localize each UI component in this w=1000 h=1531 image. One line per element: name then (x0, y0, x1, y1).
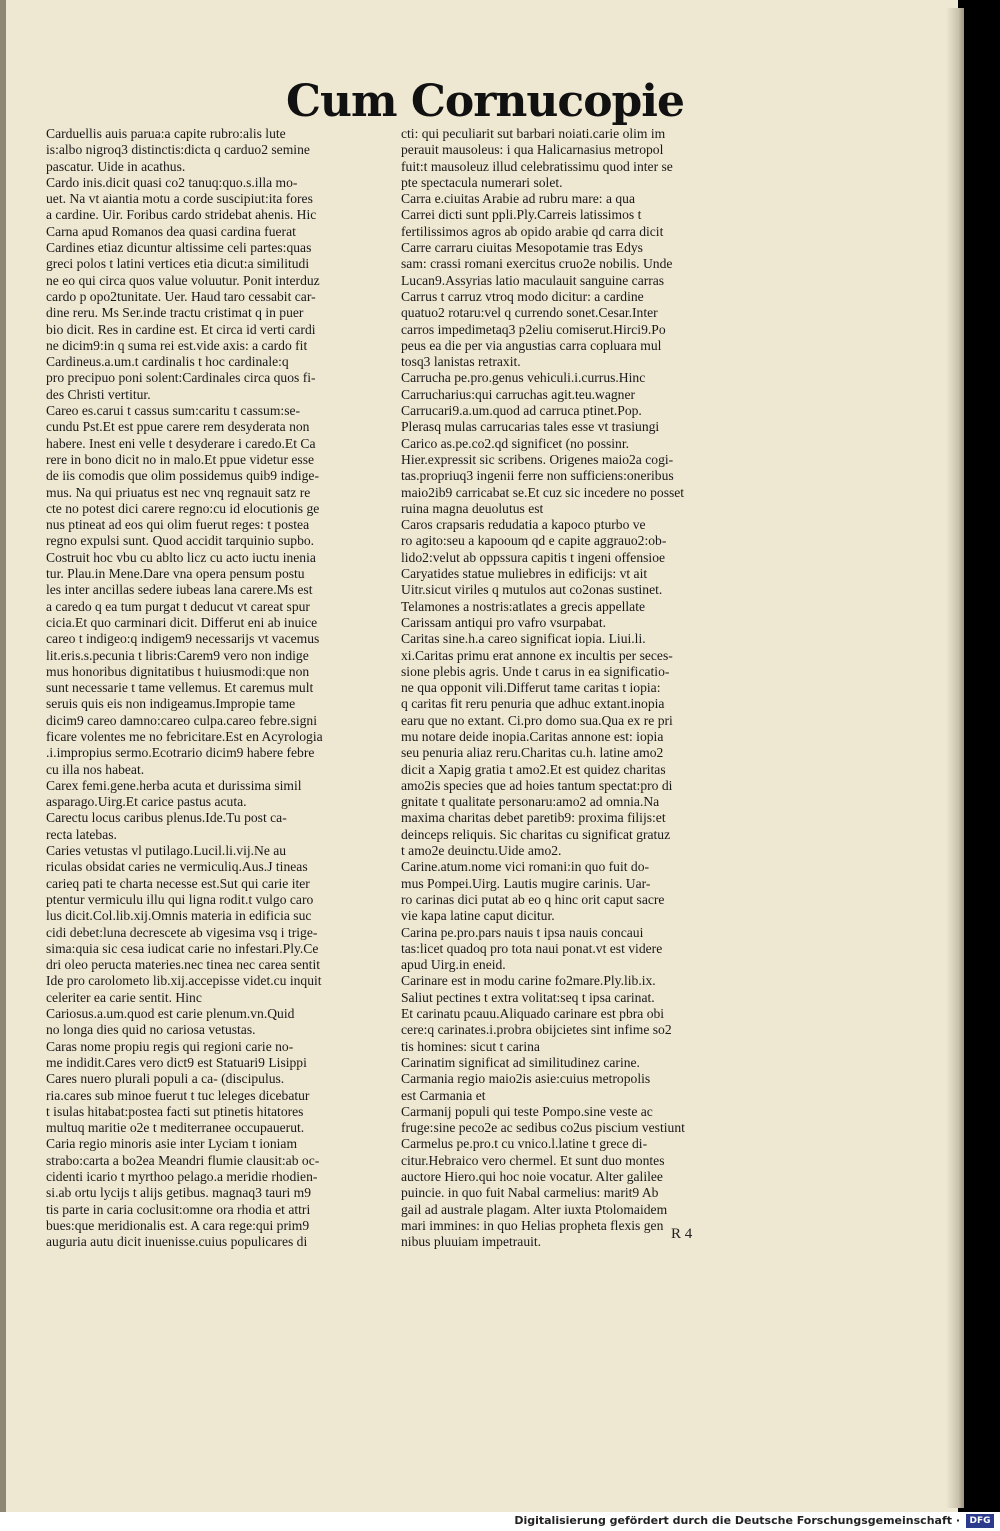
text-line: maxima charitas debet paretib9: proxima filijs:et (401, 810, 666, 826)
text-line: sam: crassi romani exercitus cruo2e nobilis. Unde (401, 256, 673, 272)
text-line: Carrei dicti sunt ppli.Ply.Carreis latissimos t (401, 207, 642, 223)
text-line: mus Pompei.Uirg. Lautis mugire carinis. Uar- (401, 875, 651, 891)
text-line: regno expulsi sunt. Quod accidit tarquinio supbo. (46, 533, 315, 549)
text-line: uet. Na vt aiantia motu a corde suscipiut:ita fores (46, 191, 313, 207)
signature-mark: R 4 (671, 1226, 693, 1242)
text-line: cundu Pst.Et est ppue carere rem desyderata non (46, 419, 310, 435)
text-line: apud Uirg.in eneid. (401, 957, 506, 973)
text-line: ficare volentes me no febricitare.Est en Acyrologia (46, 728, 323, 744)
text-line: ruina magna deuolutus est (401, 500, 544, 516)
text-line: cidenti icario t myrthoo pelago.a meridie rhodien- (46, 1169, 318, 1184)
text-line: dine reru. Ms Ser.inde tractu cristimat q in puer (46, 305, 304, 321)
text-line: ne qua opponit vili.Differut tame caritas t iopia: (401, 680, 661, 696)
text-line: tosq3 lanistas retraxit. (401, 354, 521, 370)
text-line: tas.propriuq3 ingenii ferre non sufficiens:oneribus (401, 468, 674, 484)
text-line: carros impedimetaq3 p2eliu comiserut.Hirci9.Po (401, 321, 666, 337)
text-line: celeriter ea carie sentit. Hinc (46, 989, 202, 1005)
text-line: ptentur vermiculu illu qui ligna rodit.t vulgo caro (46, 891, 314, 907)
text-line: Carmania regio maio2is asie:cuius metropolis (401, 1071, 651, 1087)
text-line: strabo:carta a bo2ea Meandri flumie clausit:ab oc- (46, 1152, 320, 1168)
text-line: Carinatim significat ad similitudinez carine. (401, 1054, 640, 1070)
text-line: Carmanij populi qui teste Pompo.sine veste ac (401, 1103, 653, 1119)
text-line: de iis comodis que olim possidemus quib9 indige- (46, 468, 319, 484)
text-line: ne eo qui circa quos value voluutur. Ponit interduz (46, 272, 320, 288)
text-line: Carduellis auis parua:a capite rubro:alis lute (46, 126, 286, 141)
text-line: Careo es.carui t cassus sum:caritu t cassum:se- (46, 403, 301, 419)
text-line: Carra e.ciuitas Arabie ad rubru mare: a qua (401, 191, 636, 207)
text-line: cu illa nos habeat. (46, 761, 145, 777)
text-line: tis homines: sicut t carina (401, 1038, 540, 1054)
text-line: me indidit.Cares vero dict9 est Statuari9 Lisippi (46, 1054, 307, 1070)
text-line: Caryatides statue muliebres in edificijs: vt ait (401, 566, 648, 582)
text-line: habere. Inest eni velle t desyderare i caredo.Et Ca (46, 435, 316, 451)
text-line: sione plebis agris. Unde t carus in ea significatio- (401, 663, 670, 679)
text-line: nus ptineat ad eos qui olim fuerut reges: t postea (46, 517, 310, 533)
text-line: a caredo q ea tum purgat t deducut vt careat spur (46, 598, 310, 614)
text-line: Saliut pectines t extra volitat:seq t ipsa carinat. (401, 989, 655, 1005)
text-line: Carico as.pe.co2.qd significet (no possinr. (401, 435, 630, 451)
text-line: cicia.Et quo carminari dicit. Differut eni ab inuice (46, 614, 318, 630)
text-line: Cariosus.a.um.quod est carie plenum.vn.Quid (46, 1006, 295, 1022)
text-line: sima:quia sic cesa iudicat carie no infestari.Ply.Ce (46, 940, 319, 956)
text-line: Caritas sine.h.a careo significat iopia. Liui.li. (401, 631, 646, 647)
text-line: Carissam antiqui pro vafro vsurpabat. (401, 614, 606, 630)
text-line: Cardines etiaz dicuntur altissime celi partes:quas (46, 240, 312, 256)
text-line: .i.impropius sermo.Ecotrario dicim9 habere febre (46, 745, 315, 761)
text-line: xi.Caritas primu erat annone ex incultis per seces- (401, 647, 673, 663)
text-line: peus ea die per via angustias carra copluara mul (401, 337, 662, 353)
funding-credit: Digitalisierung gefördert durch die Deutsche Forschungsgemeinschaft · (514, 1514, 960, 1527)
text-line: pte spectacula numerari solet. (401, 174, 563, 190)
text-line: ro agito:seu a kapooum qd e capite aggrauo2:ob- (401, 533, 667, 549)
text-line: seruis quis eis non indigeamus.Impropie tame (46, 696, 296, 712)
text-line: Carrucari9.a.um.quod ad carruca ptinet.Pop. (401, 403, 642, 419)
text-line: amo2is species que ad hoies tantum spectat:pro di (401, 777, 673, 793)
text-line: Carrucha pe.pro.genus vehiculi.i.currus.Hinc (401, 370, 646, 386)
text-line: fruge:sine peco2e ac sedibus co2us piscium vestiunt (401, 1120, 685, 1136)
text-line: asparago.Uirg.Et carice pastus acuta. (46, 794, 247, 810)
text-line: Ide pro carolometo lib.xij.accepisse videt.cu inquit (46, 973, 322, 989)
text-line: vie kapa latine caput dicitur. (401, 908, 555, 924)
text-line: Hier.expressit sic scribens. Origenes maio2a cogi- (401, 451, 674, 467)
text-line: gnitate t qualitate personaru:amo2 ad omnia.Na (401, 794, 660, 810)
text-line: Cardo inis.dicit quasi co2 tanuq:quo.s.illa mo- (46, 174, 298, 190)
text-line: cardo p opo2tunitate. Uer. Haud taro cessabit car- (46, 288, 316, 304)
text-line: Carrus t carruz vtroq modo dicitur: a cardine (401, 288, 644, 304)
text-line: les inter ancillas sedere iubeas lana carere.Ms est (46, 582, 313, 598)
text-line: Carmelus pe.pro.t cu vnico.l.latine t grece di- (401, 1136, 648, 1152)
text-line: lus dicit.Col.lib.xij.Omnis materia in edificia suc (46, 908, 312, 924)
text-line: tur. Plau.in Mene.Dare vna opera pensum postu (46, 566, 305, 582)
text-line: Plerasq mulas carrucarias tales esse vt trasiungi (401, 419, 660, 435)
text-line: est Carmania et (401, 1087, 486, 1103)
text-line: ria.cares sub minoe fuerut t tuc leleges dicebatur (46, 1087, 310, 1103)
text-line: Carinare est in modu carine fo2mare.Ply.lib.ix. (401, 973, 656, 989)
text-line: Caras nome propiu regis qui regioni carie no- (46, 1038, 294, 1054)
text-line: Et carinatu pcauu.Aliquado carinare est pbra obi (401, 1006, 665, 1022)
text-line: nibus pluuiam impetrauit. (401, 1234, 542, 1250)
text-line: Carex femi.gene.herba acuta et durissima simil (46, 777, 302, 793)
text-line: Caros crapsaris redudatia a kapoco pturbo ve (401, 517, 646, 533)
text-line: pascatur. Uide in acathus. (46, 158, 186, 174)
text-line: dicit a Xapig gratia t amo2.Et est quidez charitas (401, 761, 666, 777)
text-column-left (46, 126, 386, 1250)
text-line: earu que no extant. Ci.pro domo sua.Qua ex re pri (401, 712, 673, 728)
text-line: a cardine. Uir. Foribus cardo stridebat ahenis. Hic (46, 207, 317, 223)
text-line: Uitr.sicut viriles q mutulos aut co2onas sustinet. (401, 582, 663, 598)
text-line: si.ab ortu lycijs t alijs getibus. magnaq3 tauri m9 (46, 1185, 312, 1201)
text-line: multuq maritie o2e t mediterranee occupauerut. (46, 1120, 305, 1136)
text-line: fuit:t mausoleuz illud celebratissimu quod inter se (401, 158, 673, 174)
text-line: t isulas hitabat:postea facti sut ptinetis hitatores (46, 1103, 304, 1119)
text-line: quatuo2 rotaru:vel q currendo sonet.Cesar.Inter (401, 305, 658, 321)
text-line: bues:que meridionalis est. A cara rege:qui prim9 (46, 1217, 310, 1233)
text-line: t amo2e deuinctu.Uide amo2. (401, 843, 562, 859)
text-line: Cares nuero plurali populi a ca- (discipulus. (46, 1071, 285, 1087)
text-line: Carine.atum.nome vici romani:in quo fuit do- (401, 859, 650, 875)
text-line: Carna apud Romanos dea quasi cardina fuerat (46, 223, 296, 239)
text-line: Caries vetustas vl putilago.Lucil.li.vij.Ne au (46, 843, 287, 859)
text-line: cidi debet:luna decrescete ab vigesima vsq i trige- (46, 924, 318, 940)
text-line: perauit mausoleus: i qua Halicarnasius metropol (401, 142, 664, 158)
text-line: no longa dies quid no cariosa vetustas. (46, 1022, 256, 1038)
text-line: dri oleo peructa materies.nec tinea nec carea sentit (46, 957, 320, 973)
text-line: rere in bono dicit no in malo.Et ppue videtur esse (46, 451, 315, 467)
text-line: Carectu locus caribus plenus.Ide.Tu post ca- (46, 810, 287, 826)
text-line: ne dicim9:in q suma rei est.vide axis: a cardo fit (46, 337, 308, 353)
text-line: mus. Na qui priuatus est nec vnq regnauit satz re (46, 484, 311, 500)
text-line: Telamones a nostris:atlates a grecis appellate (401, 598, 646, 614)
text-line: sunt necessarie t tame vellemus. Et caremus mult (46, 680, 314, 696)
text-line: Lucan9.Assyrias latio maculauit sanguine carras (401, 272, 665, 288)
text-line: cti: qui peculiarit sut barbari noiati.carie olim im (401, 126, 666, 141)
page-edge (946, 8, 964, 1508)
text-line: greci polos t latini vertices etia dicut:a similitudi (46, 256, 310, 272)
text-line: lido2:velut ab oppssura capitis t ingeni offensioe (401, 549, 666, 565)
text-line: carieq pati te charta necesse est.Sut qui carie iter (46, 875, 310, 891)
text-line: tis parte in caria coclusit:omne ora rhodia et attri (46, 1201, 311, 1217)
text-line: cere:q carinates.i.probra obijcietes sint infime so2 (401, 1022, 672, 1038)
text-line: q caritas fit reru penuria que adhuc extant.inopia (401, 696, 665, 712)
text-line: bio dicit. Res in cardine est. Et circa id verti cardi (46, 321, 316, 337)
text-line: ro carinas dici putat ab eo q hinc orit caput sacre (401, 891, 665, 907)
text-line: des Christi vertitur. (46, 386, 151, 402)
text-line: auctore Hiero.qui hoc noie vocatur. Alter galilee (401, 1169, 663, 1184)
text-line: gail ad australe plagam. Alter iuxta Ptolomaidem (401, 1201, 668, 1217)
text-line: mus honoribus dignitatibus t huiusmodi:que non (46, 663, 310, 679)
text-line: auguria autu dicit inuenisse.cuius populicares di (46, 1234, 308, 1250)
dfg-logo: DFG (966, 1514, 994, 1528)
text-line: seu penuria aliaz reru.Charitas cu.h. latine amo2 (401, 745, 664, 761)
text-line: is:albo nigroq3 distinctis:dicta q carduo2 semine (46, 142, 310, 158)
text-line: Caria regio minoris asie inter Lyciam t ioniam (46, 1136, 298, 1152)
text-line: Carrucharius:qui carruchas agit.teu.wagner (401, 386, 636, 402)
text-line: lit.eris.s.pecunia t libris:Carem9 vero non indige (46, 647, 309, 663)
text-column-right (401, 126, 746, 1250)
text-line: fertilissimos agros ab opido arabie qd carra dicit (401, 223, 664, 239)
page-title: Cum Cornucopie (285, 76, 685, 127)
text-line: recta latebas. (46, 826, 117, 842)
text-line: maio2ib9 carricabat se.Et cuz sic incedere no posset (401, 484, 685, 500)
text-line: dicim9 careo damno:careo culpa.careo febre.signi (46, 712, 317, 728)
text-line: citur.Hebraico vero chermel. Et sunt duo montes (401, 1152, 665, 1168)
text-line: Carina pe.pro.pars nauis t ipsa nauis concaui (401, 924, 644, 940)
text-line: cte no potest dici carere regno:cu id elocutionis ge (46, 500, 320, 516)
text-line: Costruit hoc vbu cu ablto licz cu acto iuctu inenia (46, 549, 316, 565)
text-line: riculas obsidat caries ne vermiculiq.Aus.J tineas (46, 859, 308, 875)
text-line: mari immines: in quo Helias propheta flexis gen (401, 1217, 664, 1233)
text-line: mu notare deide inopia.Caritas annone est: iopia (401, 728, 664, 744)
text-line: pro precipuo poni solent:Cardinales circa quos fi- (46, 370, 316, 386)
text-line: deinceps reliquis. Sic charitas cu significat gratuz (401, 826, 671, 842)
text-line: puincie. in quo fuit Nabal carmelius: marit9 Ab (401, 1185, 659, 1201)
text-line: tas:licet quadoq pro tota naui ponat.vt est videre (401, 940, 663, 956)
text-line: Carre carraru ciuitas Mesopotamie tras Edys (401, 240, 643, 256)
text-line: Cardineus.a.um.t cardinalis t hoc cardinale:q (46, 354, 289, 370)
text-line: careo t indigeo:q indigem9 necessarijs vt vacemus (46, 631, 320, 647)
